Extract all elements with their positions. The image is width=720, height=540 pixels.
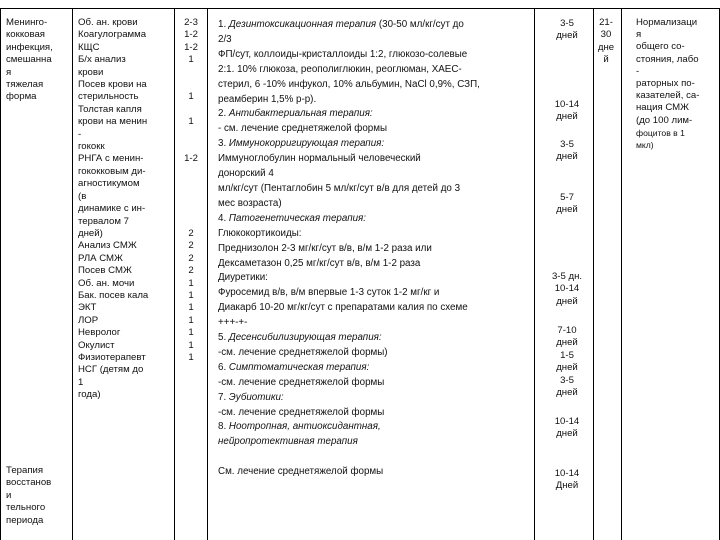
exam-item: тервалом 7 [78,215,129,227]
treatment-heading: Эубиотики: [228,391,284,403]
duration-line: дней [556,387,578,399]
treatment-text: -см. лечение среднетяжелой формы [218,406,385,418]
frequency-value: 1 [188,91,194,103]
duration-line: 10-14 [554,283,580,295]
treatment-line [218,137,536,152]
exam-item: Об. ан. крови [78,17,138,28]
treatment-text: 5. [218,332,229,344]
criteria-line: Нормализаци [636,17,698,28]
exam-item: года) [78,389,101,401]
frequency-value: 1 [188,351,194,363]
recovery-line: и [6,489,12,501]
treatment-line [218,182,536,197]
frequency-value: 2 [188,252,194,264]
exam-item: Посев крови на [78,79,147,91]
duration-line: дней [556,151,578,163]
treatment-line [218,33,536,48]
treatment-text: Глюкокортикоиды: [218,227,302,239]
frequency-value: 1 [188,277,194,289]
diagnosis-line: Менинго- [6,17,48,28]
treatment-text: ФП/сут, коллоиды-кристаллоиды 1:2, глюкозо-солевые [218,48,468,60]
recovery-line: восстанов [6,477,52,489]
duration-group [540,325,594,399]
duration-line: дней [556,362,578,374]
frequency-value [180,104,202,116]
exam-item: Физиотерапевт [78,351,146,363]
treatment-text: +++-+- [218,317,248,329]
duration-line: дней [556,204,578,216]
treatment-cell [218,18,536,480]
treatment-line [218,420,536,435]
frequency-value: 2 [188,240,194,252]
treatment-text: 2:1. 10% глюкоза, реополиглюкин, реоглюман, ХАЕС- [218,63,462,75]
frequency-value [180,166,202,178]
treatment-line [218,301,536,316]
duration-line: дней [556,111,578,123]
treatment-line [218,361,536,376]
frequency-value [180,141,202,153]
treatment-text: Диуретики: [218,272,268,284]
treatment-text: 6. [218,361,229,373]
diagnosis-line: форма [6,91,37,103]
exam-item: Посев СМЖ [78,265,132,277]
exam-item: ЭКТ [78,302,97,314]
duration-line: 3-5 [560,374,574,386]
criteria-line-small: мкл) [636,140,654,151]
treatment-line [218,257,536,272]
exam-item: НСГ (детям до [78,364,144,376]
diagnosis-line: кокковая [6,29,45,41]
treatment-line [218,48,536,63]
frequency-value: 1-2 [184,29,198,41]
diagnosis-cell [6,17,66,104]
duration-line: 3-5 [560,18,574,29]
stay-days-line: дне [597,41,615,53]
frequency-cell [180,17,202,364]
treatment-line [218,107,536,122]
treatment-line [218,152,536,167]
duration-line: 10-14 [554,468,580,479]
treatment-text: (30-50 мл/кг/сут до [376,19,464,30]
frequency-value [180,178,202,190]
frequency-value: 1 [188,54,194,66]
exam-item: Бак. посев кала [78,289,149,301]
exam-item: гококк [78,141,105,153]
exam-item: дней) [78,227,103,239]
treatment-text: донорский 4 [218,168,274,180]
duration-line: 3-5 [560,139,574,150]
frequency-value [180,79,202,91]
duration-line: Дней [555,480,579,492]
frequency-value: 1 [188,314,194,326]
criteria-line-small: фоцитов в 1 [636,127,685,138]
frequency-value: 1 [188,116,194,128]
exam-item: ЛОР [78,314,99,326]
exam-item: РЛА СМЖ [78,252,123,264]
exam-item: Б/х анализ [78,54,126,66]
criteria-line: общего со- [636,41,685,53]
duration-group [540,468,594,493]
treatment-text: мл/кг/сут (Пентаглобин 5 мл/кг/сут в/в для детей до 3 [218,182,461,194]
duration-line: дней [556,428,578,440]
exam-item: крови [78,66,104,78]
frequency-value: 1 [188,327,194,339]
duration-line: дней [556,295,578,307]
treatment-text: мес возраста) [218,197,282,209]
treatment-text: Иммуноглобулин нормальный человеческий [218,153,421,165]
treatment-heading: Десенсибилизирующая терапия: [228,332,382,344]
treatment-line [218,465,536,480]
treatment-text: 2/3 [218,33,232,45]
exam-item: Анализ СМЖ [78,240,137,252]
duration-group [540,99,594,124]
diagnosis-line: инфекция, [6,41,53,53]
frequency-value: 2 [188,227,194,239]
duration-line: 3-5 дн. [551,271,583,282]
treatment-text: -см. лечение среднетяжелой формы [218,376,385,388]
recovery-line: периода [6,514,44,526]
treatment-line [218,331,536,346]
duration-group [540,192,594,217]
frequency-value [180,67,202,79]
exam-item: КЩС [78,41,100,53]
frequency-value: 1-2 [184,41,198,53]
duration-line: 10-14 [554,416,580,427]
treatment-text: Дексаметазон 0,25 мг/кг/сут в/в, в/м 1-2 раза [218,257,421,269]
frequency-value: 1 [188,289,194,301]
frequency-value: 1-2 [184,153,198,165]
duration-line: 1-5 [560,349,574,361]
exam-item: - [78,128,82,140]
stay-days-line: 30 [600,29,612,41]
treatment-line [218,227,536,242]
treatment-text: 3. [218,138,229,150]
treatment-text: Диакарб 10-20 мг/кг/сут с препаратами калия по схеме [218,302,468,314]
treatment-heading: Ноотропная, антиоксидантная, [228,421,381,433]
treatment-text: См. лечение среднетяжелой формы [218,466,384,478]
duration-line: дней [556,337,578,349]
treatment-line [218,167,536,182]
treatment-line [218,286,536,301]
stay-days-cell [596,17,616,67]
treatment-heading: Патогенетическая терапия: [228,212,366,224]
criteria-line: - [636,65,640,77]
recovery-line: тельного [6,502,46,514]
diagnosis-line: тяжелая [6,79,44,91]
exam-item: 1 [78,376,84,388]
frequency-value: 2 [188,265,194,277]
treatment-text: Преднизолон 2-3 мг/кг/сут в/в, в/м 1-2 раза или [218,242,432,254]
frequency-value: 1 [188,302,194,314]
treatment-text: - см. лечение среднетяжелой формы [218,123,388,135]
stay-days-line: 21- [599,17,613,28]
treatment-heading: нейропротективная терапия [218,436,358,448]
criteria-line: (до 100 лим- [636,114,693,126]
exam-item: Коагулограмма [78,29,147,41]
exam-item: крови на менин [78,116,148,128]
treatment-text: 4. [218,212,229,224]
treatment-line [218,450,536,465]
exam-item: динамике с ин- [78,203,146,215]
exam-item: РНГА с менин- [78,153,144,165]
treatment-line [218,212,536,227]
frequency-value [180,191,202,203]
criteria-line: казателей, са- [636,90,700,102]
frequency-value [180,129,202,141]
treatment-text: стерил, 6 -10% инфукол, 10% альбумин, NaCl 0,9%, СЗП, [218,78,480,90]
treatment-heading: Дезинтоксикационная терапия [228,19,377,30]
treatment-text: 1. [218,19,229,30]
exam-item: Невролог [78,327,121,339]
frequency-value [180,203,202,215]
treatment-line [218,346,536,361]
recovery-therapy-cell [6,465,66,527]
treatment-text: 2. [218,108,229,120]
exam-item: агностикумом [78,178,140,190]
treatment-text: Фуросемид в/в, в/м впервые 1-3 суток 1-2 мг/кг и [218,287,440,299]
treatment-line [218,63,536,78]
treatment-text: -см. лечение среднетяжелой формы) [218,346,388,358]
treatment-line [218,242,536,257]
stay-days-line: й [603,54,609,66]
treatment-line [218,376,536,391]
duration-line: дней [556,30,578,42]
treatment-line [218,122,536,137]
criteria-line: нация СМЖ [636,102,690,114]
frequency-value: 1 [188,339,194,351]
discharge-criteria-cell [636,17,716,151]
treatment-text: реамберин 1,5% р-р). [218,93,317,105]
duration-group [540,18,594,43]
treatment-line [218,271,536,286]
frequency-value [180,216,202,228]
duration-line: 7-10 [557,325,577,336]
exam-item: Толстая капля [78,103,142,115]
treatment-line [218,78,536,93]
treatment-line [218,316,536,331]
duration-group [540,271,594,308]
exam-item: Окулист [78,339,115,351]
duration-group [540,139,594,164]
duration-line: 10-14 [554,99,580,110]
treatment-line [218,435,536,450]
duration-group [540,416,594,441]
criteria-line: стояния, лабо [636,53,699,65]
criteria-line: раторных по- [636,78,695,90]
treatment-line [218,18,536,33]
exam-item: (в [78,190,87,202]
treatment-line [218,197,536,212]
diagnosis-line: смешанна [6,54,52,66]
treatment-line [218,93,536,108]
examinations-cell [78,17,174,402]
exam-item: Об. ан. мочи [78,277,135,289]
criteria-line: я [636,29,642,41]
frequency-value: 2-3 [184,17,198,28]
exam-item: гококковым ди- [78,165,146,177]
diagnosis-line: я [6,66,12,78]
recovery-line: Терапия [6,465,44,476]
treatment-heading: Иммунокорригирующая терапия: [228,138,385,150]
treatment-line [218,406,536,421]
treatment-heading: Антибактериальная терапия: [228,108,373,120]
treatment-text: 8. [218,421,229,433]
duration-line: 5-7 [560,192,574,203]
exam-item: стерильность [78,91,139,103]
treatment-heading: Симптоматическая терапия: [228,361,370,373]
treatment-text: 7. [218,391,229,403]
treatment-line [218,391,536,406]
